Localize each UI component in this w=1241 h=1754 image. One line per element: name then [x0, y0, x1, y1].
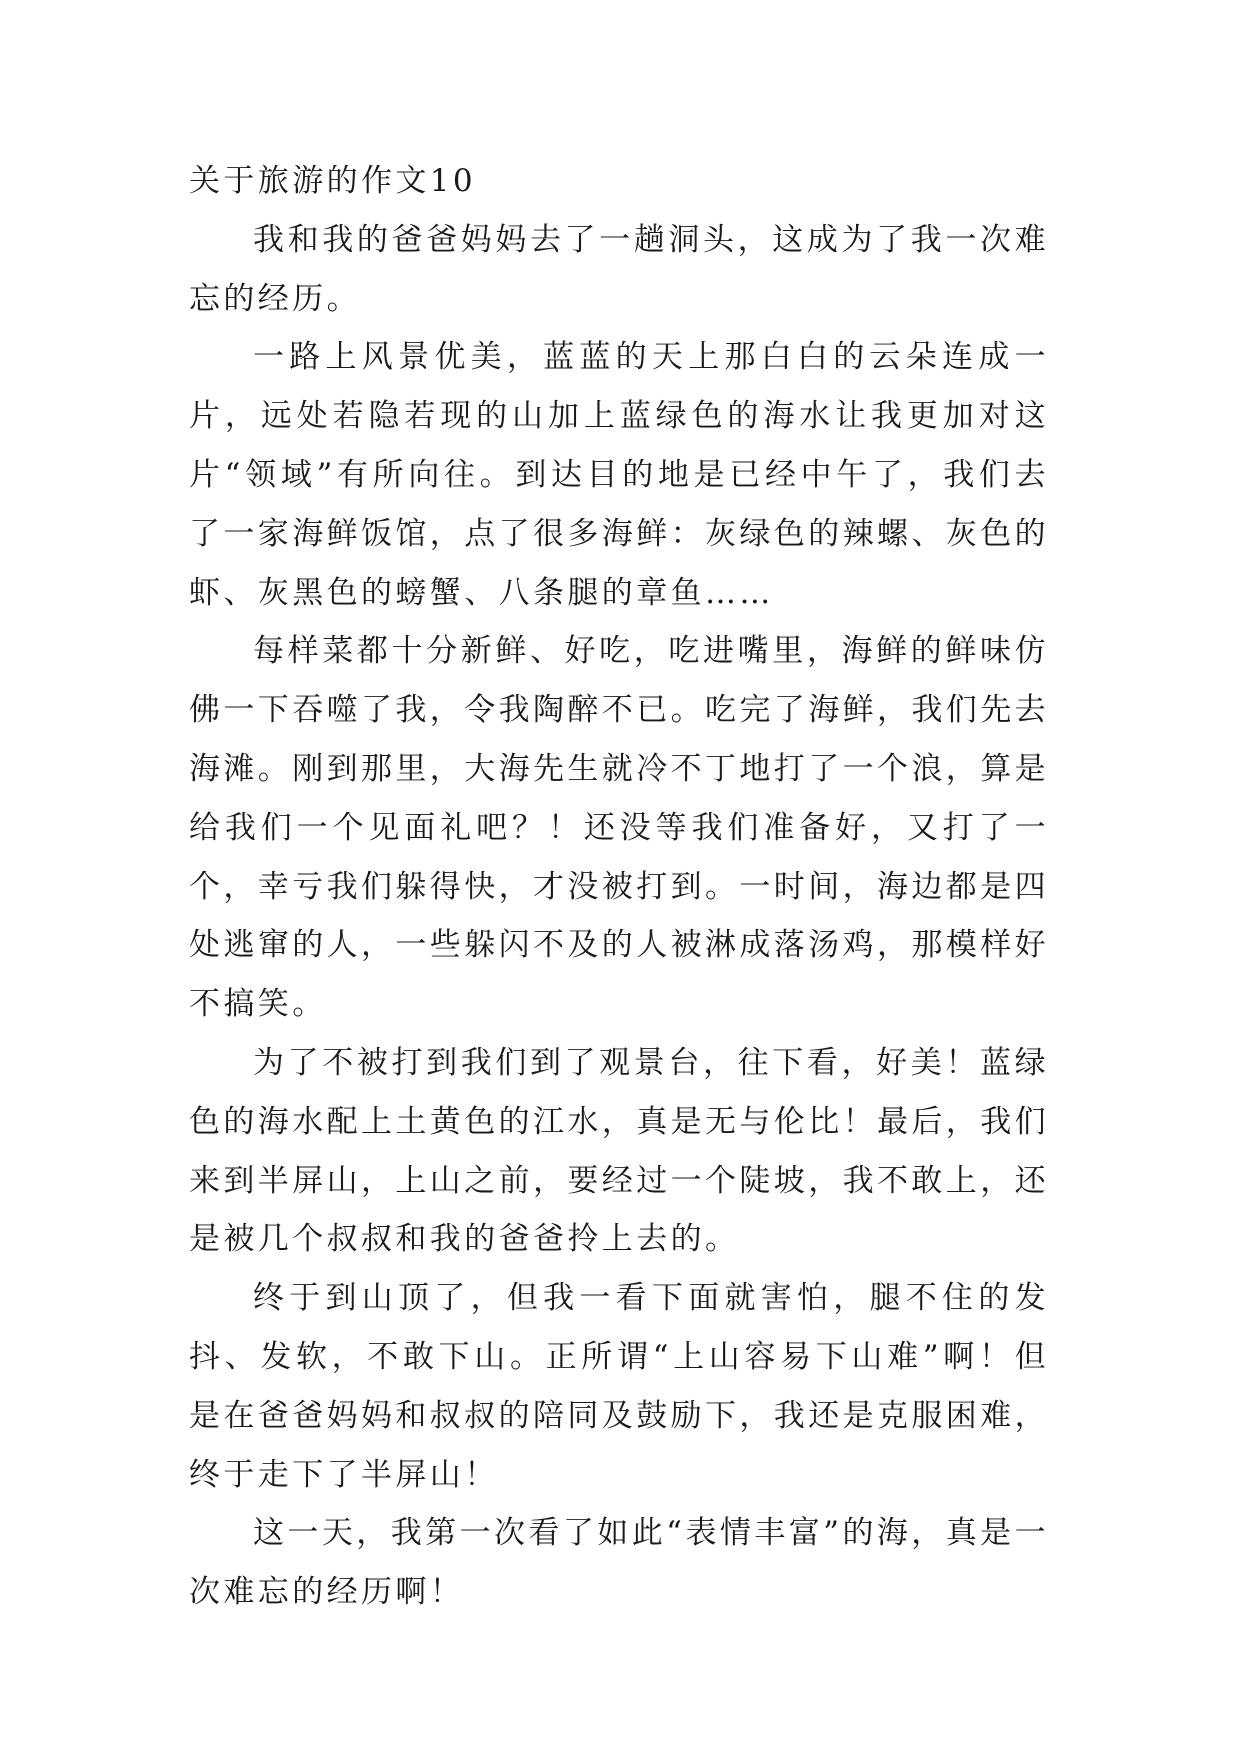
- paragraph-2: 一路上风景优美，蓝蓝的天上那白白的云朵连成一片，远处若隐若现的山加上蓝绿色的海水让我更加对这片“领域”有所向往。到达目的地是已经中午了，我们去了一家海鲜饭馆，点了很多海鲜：灰绿色的辣螺、灰色的虾、灰黑色的螃蟹、八条腿的章鱼……: [189, 339, 1049, 611]
- essay-title: 关于旅游的作文10: [189, 163, 477, 199]
- paragraph-3: 每样菜都十分新鲜、好吃，吃进嘴里，海鲜的鲜味仿佛一下吞噬了我，令我陶醉不已。吃完了海鲜，我们先去海滩。刚到那里，大海先生就冷不丁地打了一个浪，算是给我们一个见面礼吧？！还没等我们准备好，又打了一个，幸亏我们躲得快，才没被打到。一时间，海边都是四处逃窜的人，一些躲闪不及的人被淋成落汤鸡，那模样好不搞笑。: [189, 633, 1049, 1023]
- paragraph-4: 为了不被打到我们到了观景台，往下看，好美！蓝绿色的海水配上土黄色的江水，真是无与伦比！最后，我们来到半屏山，上山之前，要经过一个陡坡，我不敢上，还是被几个叔叔和我的爸爸拎上去的。: [189, 1044, 1049, 1258]
- paragraph-5: 终于到山顶了，但我一看下面就害怕，腿不住的发抖、发软，不敢下山。正所谓“上山容易下山难”啊！但是在爸爸妈妈和叔叔的陪同及鼓励下，我还是克服困难，终于走下了半屏山！: [189, 1280, 1049, 1493]
- essay-body: [189, 152, 1049, 1622]
- paragraph-6: 这一天，我第一次看了如此“表情丰富”的海，真是一次难忘的经历啊！: [189, 1515, 1049, 1611]
- paragraph-1: 我和我的爸爸妈妈去了一趟洞头，这成为了我一次难忘的经历。: [189, 221, 1049, 317]
